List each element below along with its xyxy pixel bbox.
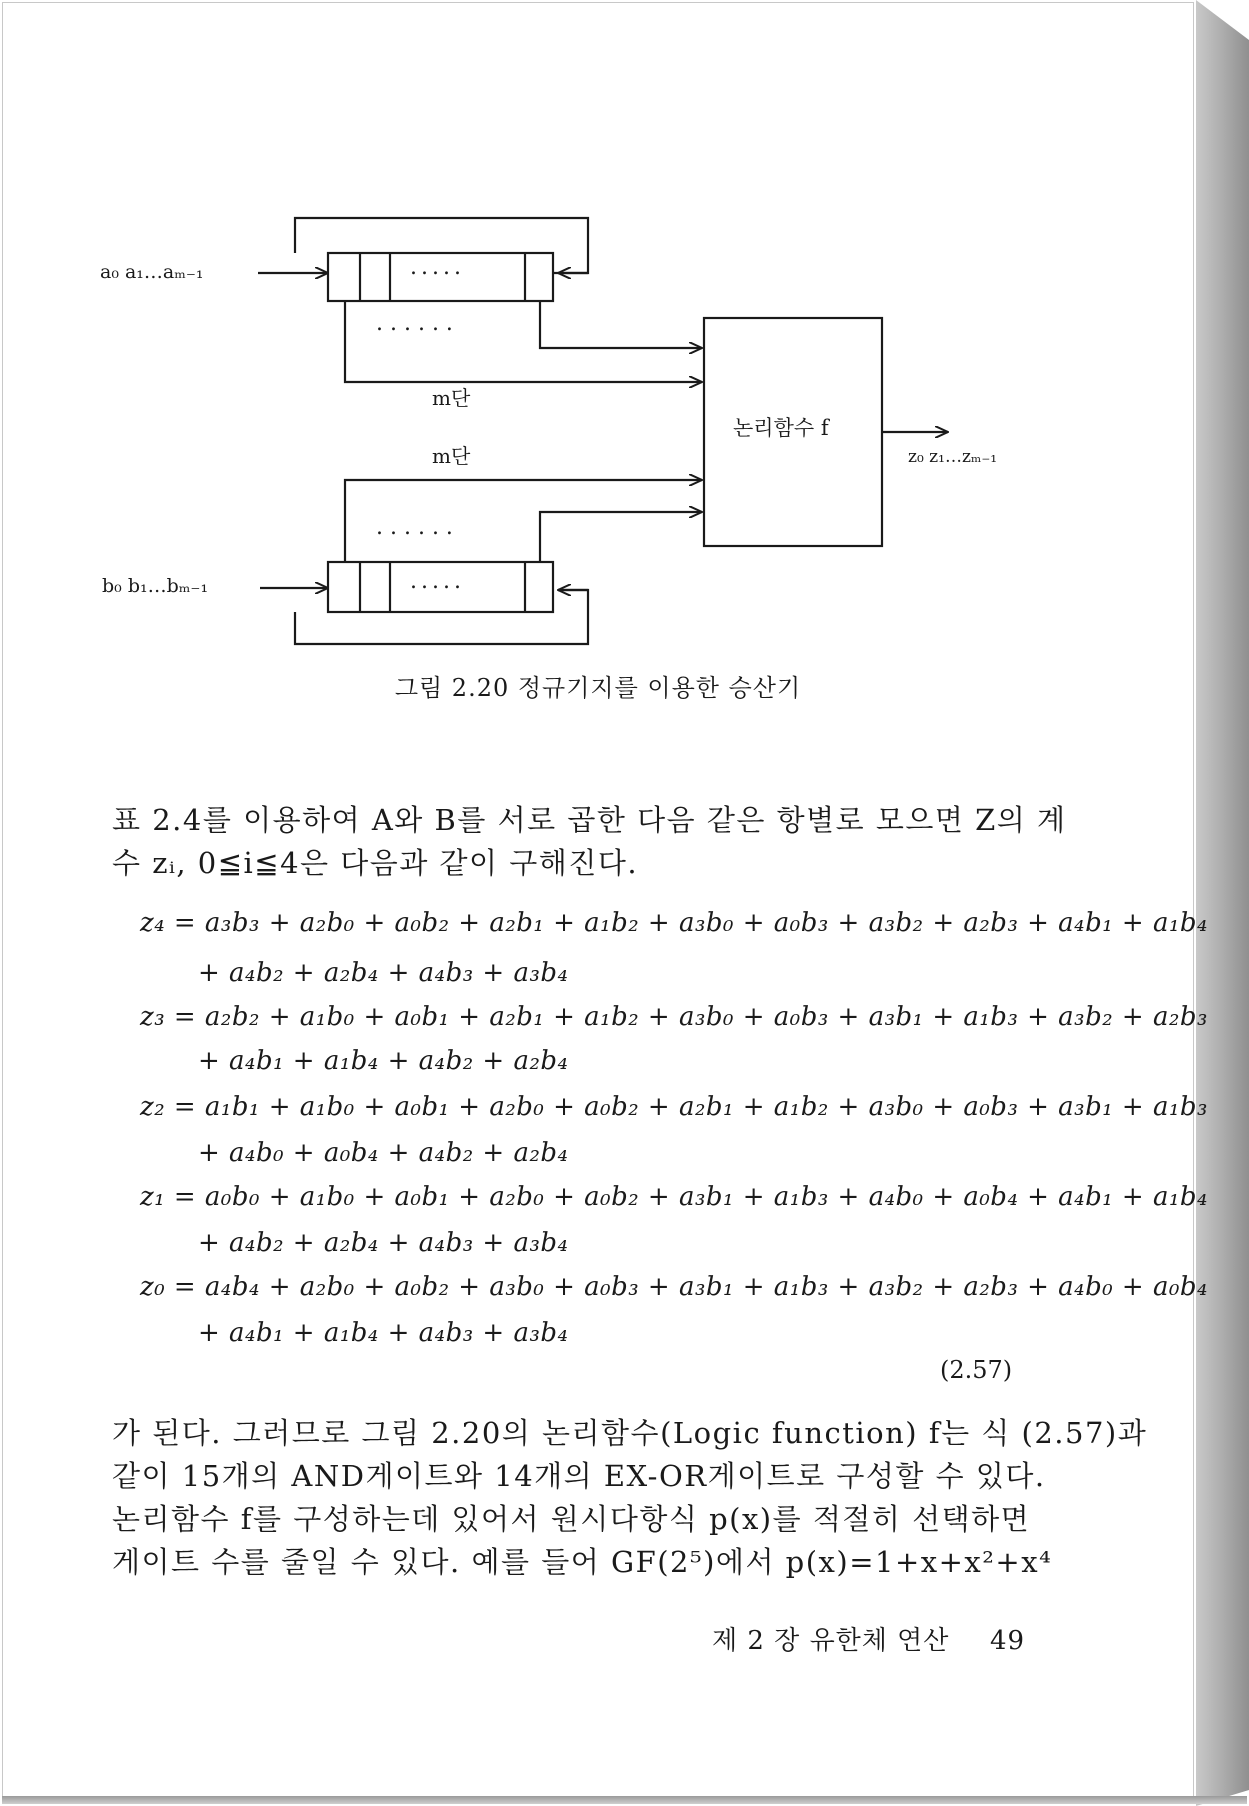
equation-z4-line1: z₄ = a₃b₃ + a₂b₀ + a₀b₂ + a₂b₁ + a₁b₂ + a₃b₀ + a₀b₃ + a₃b₂ + a₂b₃ + a₄b₁ + a₁b₄ (140, 908, 1208, 938)
paragraph-line: 논리함수 f를 구성하는데 있어서 원시다항식 p(x)를 적절히 선택하면 (112, 1502, 1031, 1536)
connection-b-inner (540, 512, 702, 562)
equation-number: (2.57) (940, 1356, 1013, 1384)
page-bottom-edge (2, 1796, 1247, 1804)
connection-b-dots: . . . . . . (376, 515, 453, 540)
input-b-label: b₀ b₁…bₘ₋₁ (102, 575, 209, 597)
equation-z3-line1: z₃ = a₂b₂ + a₁b₀ + a₀b₁ + a₂b₁ + a₁b₂ + a₃b₀ + a₀b₃ + a₃b₁ + a₁b₃ + a₃b₂ + a₂b₃ (140, 1002, 1208, 1032)
stage-label-bottom: m단 (432, 444, 471, 468)
stage-label-top: m단 (432, 386, 471, 410)
equation-z2-line2: + a₄b₀ + a₀b₄ + a₄b₂ + a₂b₄ (198, 1138, 569, 1168)
output-label: z₀ z₁…zₘ₋₁ (908, 447, 998, 467)
paragraph-line: 게이트 수를 줄일 수 있다. 예를 들어 GF(2⁵)에서 p(x)=1+x+x²+x⁴ (112, 1545, 1053, 1579)
paragraph-conclusion (112, 1412, 1148, 1584)
equation-z4-line2: + a₄b₂ + a₂b₄ + a₄b₃ + a₃b₄ (198, 958, 569, 988)
paragraph-line: 가 된다. 그러므로 그림 2.20의 논리함수(Logic function) f는 식 (2.57)과 (112, 1416, 1148, 1450)
multiplier-diagram (0, 0, 1196, 660)
equation-z1-line1: z₁ = a₀b₀ + a₁b₀ + a₀b₁ + a₂b₀ + a₀b₂ + a₃b₁ + a₁b₃ + a₄b₀ + a₀b₄ + a₄b₁ + a₁b₄ (140, 1182, 1208, 1212)
paragraph-intro (112, 799, 1067, 885)
input-a-label: a₀ a₁…aₘ₋₁ (100, 261, 204, 283)
register-b-dots: ..... (410, 569, 465, 594)
equation-z0-line1: z₀ = a₄b₄ + a₂b₀ + a₀b₂ + a₃b₀ + a₀b₃ + a₃b₁ + a₁b₃ + a₃b₂ + a₂b₃ + a₄b₀ + a₀b₄ (140, 1272, 1208, 1302)
figure-caption: 그림 2.20 정규기지를 이용한 승산기 (394, 674, 802, 702)
register-a-dots: ..... (410, 255, 465, 280)
feedback-loop-b (295, 590, 588, 644)
equation-z1-line2: + a₄b₂ + a₂b₄ + a₄b₃ + a₃b₄ (198, 1228, 569, 1258)
connection-a-dots: . . . . . . (376, 311, 453, 336)
connection-a-inner (540, 301, 702, 348)
footer-chapter: 제 2 장 유한체 연산 (712, 1626, 950, 1656)
book-edge (1196, 0, 1249, 1806)
paragraph-line: 같이 15개의 AND게이트와 14개의 EX-OR게이트로 구성할 수 있다. (112, 1459, 1046, 1493)
logic-block-label: 논리함수 f (733, 416, 829, 440)
paragraph-line: 수 zᵢ, 0≦i≦4은 다음과 같이 구해진다. (112, 846, 639, 880)
page-footer (712, 1620, 1025, 1657)
equation-z3-line2: + a₄b₁ + a₁b₄ + a₄b₂ + a₂b₄ (198, 1046, 569, 1076)
equation-z0-line2: + a₄b₁ + a₁b₄ + a₄b₃ + a₃b₄ (198, 1318, 569, 1348)
paragraph-line: 표 2.4를 이용하여 A와 B를 서로 곱한 다음 같은 항별로 모으면 Z의 계 (112, 803, 1067, 837)
equation-z2-line1: z₂ = a₁b₁ + a₁b₀ + a₀b₁ + a₂b₀ + a₀b₂ + a₂b₁ + a₁b₂ + a₃b₀ + a₀b₃ + a₃b₁ + a₁b₃ (140, 1092, 1208, 1122)
page-number: 49 (989, 1626, 1026, 1656)
